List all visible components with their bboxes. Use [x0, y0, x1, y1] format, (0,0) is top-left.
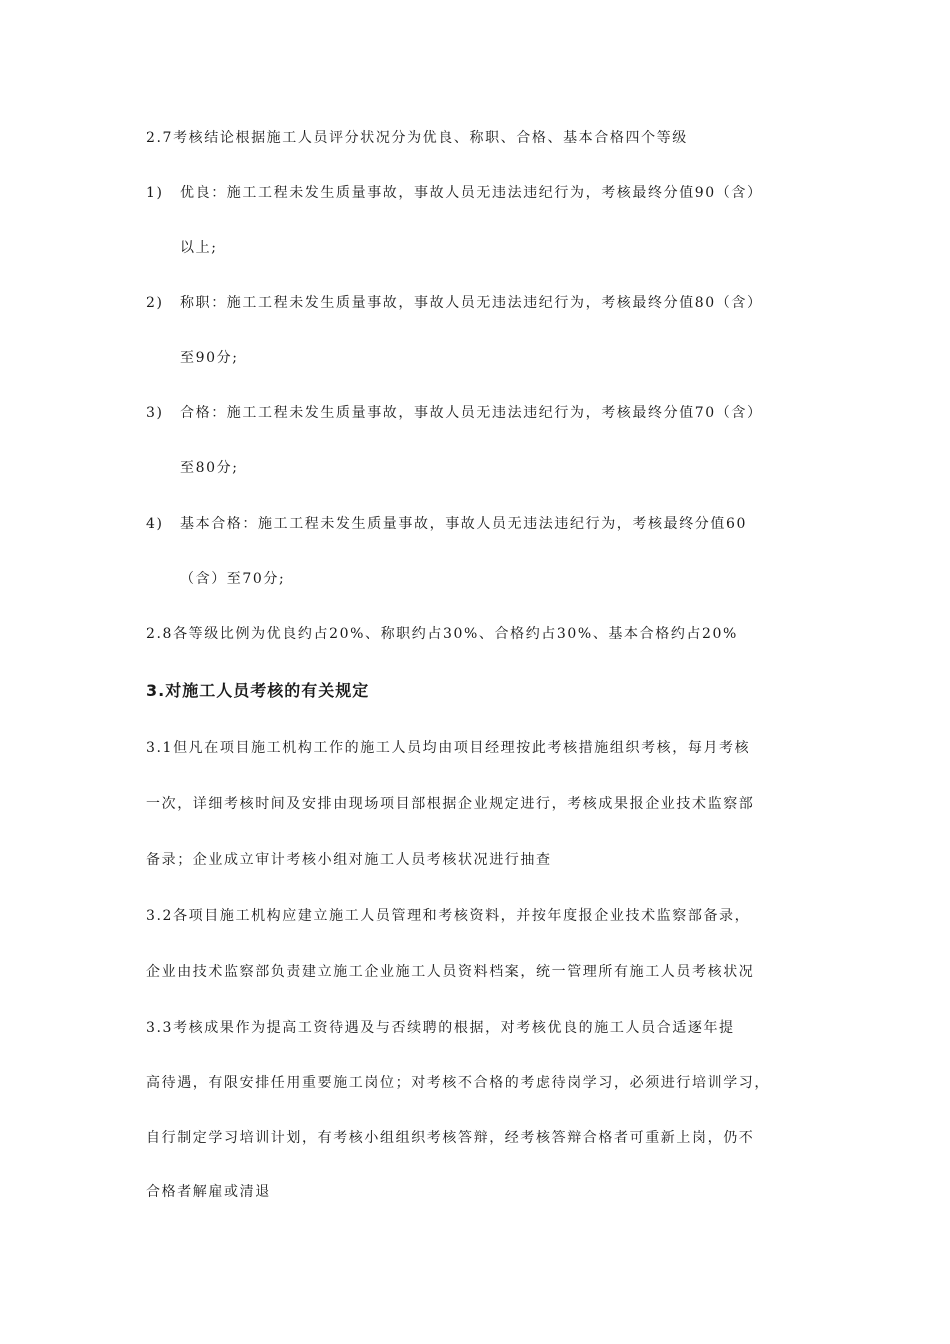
list-item-text: 基本合格：施工工程未发生质量事故，事故人员无违法违纪行为，考核最终分值60	[180, 516, 748, 532]
paragraph-2-8: 2.8各等级比例为优良约占20%、称职约占30%、合格约占30%、基本合格约占20%	[146, 626, 738, 642]
paragraph-3-2-line-2: 企业由技术监察部负责建立施工企业施工人员资料档案，统一管理所有施工人员考核状况	[146, 964, 755, 980]
paragraph-3-1-line-3: 备录；企业成立审计考核小组对施工人员考核状况进行抽查	[146, 852, 552, 868]
list-item-1	[146, 183, 763, 203]
list-item-text: 称职：施工工程未发生质量事故，事故人员无违法违纪行为，考核最终分值80（含）	[180, 295, 763, 311]
list-item-2-continuation: 至90分;	[180, 350, 239, 366]
paragraph-3-3-line-2: 高待遇，有限安排任用重要施工岗位；对考核不合格的考虑待岗学习，必须进行培训学习，	[146, 1075, 770, 1091]
paragraph-3-3-line-3: 自行制定学习培训计划，有考核小组组织考核答辩，经考核答辩合格者可重新上岗，仍不	[146, 1130, 755, 1146]
paragraph-2-7-intro: 2.7考核结论根据施工人员评分状况分为优良、称职、合格、基本合格四个等级	[146, 130, 688, 146]
list-item-text: 合格：施工工程未发生质量事故，事故人员无违法违纪行为，考核最终分值70（含）	[180, 405, 763, 421]
paragraph-3-3-line-4: 合格者解雇或清退	[146, 1184, 271, 1200]
section-3-heading: 3.对施工人员考核的有关规定	[146, 681, 370, 700]
list-item-1-continuation: 以上;	[180, 240, 218, 256]
list-number: 4)	[146, 516, 164, 532]
list-number: 3)	[146, 405, 164, 421]
list-number: 2)	[146, 295, 164, 311]
paragraph-3-1-line-2: 一次，详细考核时间及安排由现场项目部根据企业规定进行，考核成果报企业技术监察部	[146, 796, 755, 812]
paragraph-3-3-line-1: 3.3考核成果作为提高工资待遇及与否续聘的根据，对考核优良的施工人员合适逐年提	[146, 1020, 735, 1036]
paragraph-3-1-line-1: 3.1但凡在项目施工机构工作的施工人员均由项目经理按此考核措施组织考核，每月考核	[146, 740, 751, 756]
list-item-3	[146, 403, 763, 423]
list-item-3-continuation: 至80分;	[180, 460, 239, 476]
list-number: 1)	[146, 185, 164, 201]
list-item-text: 优良：施工工程未发生质量事故，事故人员无违法违纪行为，考核最终分值90（含）	[180, 185, 763, 201]
list-item-4	[146, 514, 747, 534]
list-item-4-continuation: （含）至70分;	[180, 571, 286, 587]
list-item-2	[146, 293, 763, 313]
paragraph-3-2-line-1: 3.2各项目施工机构应建立施工人员管理和考核资料，并按年度报企业技术监察部备录，	[146, 908, 751, 924]
